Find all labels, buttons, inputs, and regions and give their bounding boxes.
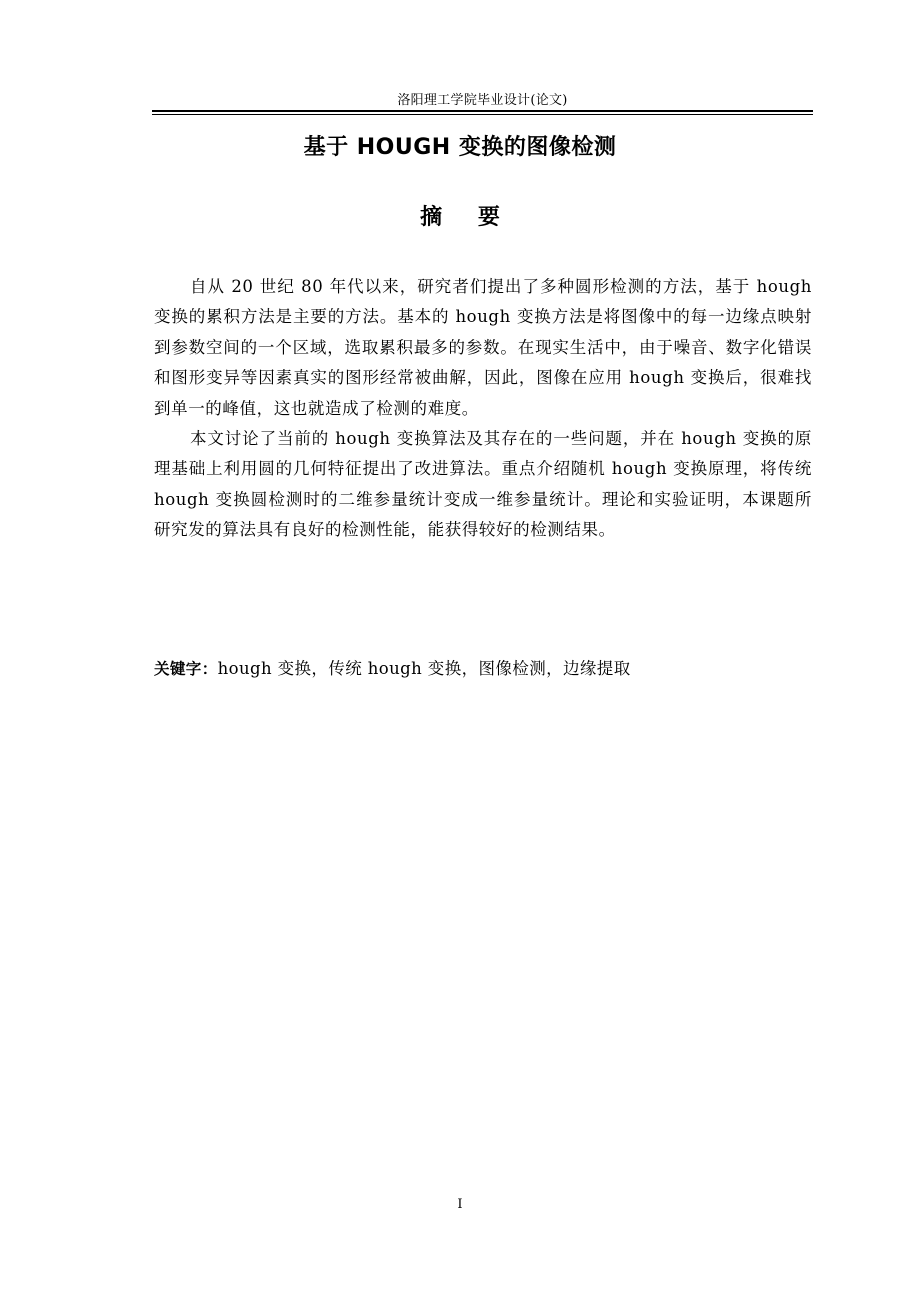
abstract-heading: 摘 要 [420,205,514,230]
keywords-text: hough 变换，传统 hough 变换，图像检测，边缘提取 [217,659,631,678]
document-title: 基于 HOUGH 变换的图像检测 [303,135,617,160]
header-rule-thin [152,114,813,115]
header-rule [152,110,813,112]
keywords-label: 关键字： [154,660,218,678]
keywords-line [154,654,812,684]
abstract-body [154,272,812,546]
running-title: 洛阳理工学院毕业设计(论文) [397,93,568,108]
abstract-paragraph-2: 本文讨论了当前的 hough 变换算法及其存在的一些问题，并在 hough 变换的原理基础上利用圆的几何特征提出了改进算法。重点介绍随机 hough 变换原理，将传统 hough 变换圆检测时的二维参量统计变成一维参量统计。理论和实验证明，本课题所研究发的算法具有良好的检测性能，能获得较好的检测结果。 [154,429,812,540]
abstract-paragraph-1: 自从 20 世纪 80 年代以来，研究者们提出了多种圆形检测的方法，基于 hough 变换的累积方法是主要的方法。基本的 hough 变换方法是将图像中的每一边缘点映射到参数空间的一个区域，选取累积最多的参数。在现实生活中，由于噪音、数字化错误和图形变异等因素真实的图形经常被曲解，因此，图像在应用 hough 变换后，很难找到单一的峰值，这也就造成了检测的难度。 [154,277,812,418]
page-header [152,92,813,116]
page-number: I [457,1197,463,1212]
